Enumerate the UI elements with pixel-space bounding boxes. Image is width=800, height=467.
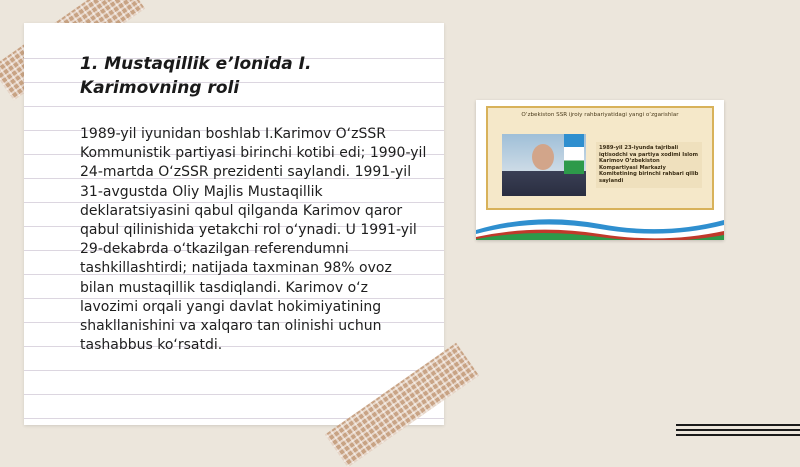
- section-heading: 1. Mustaqillik e’lonida I. Karimovning roli: [80, 54, 312, 98]
- slide-image-title: O‘zbekiston SSR ijroiy rahbariyatidagi yangi o‘zgarishlar: [521, 112, 679, 118]
- flag-icon: [564, 134, 584, 174]
- decorative-wave: [476, 210, 724, 240]
- decorative-stripes: [676, 424, 800, 440]
- portrait-photo: [502, 134, 586, 196]
- slide-image-caption: 1989-yil 23-iyunda tajribali iqtisodchi va partiya xodimi Islom Karimov O‘zbekiston Kompartiyasi Markaziy Komitetining birinchi rahbari qilib saylandi: [596, 142, 702, 188]
- body-paragraph: 1989-yil iyunidan boshlab I.Karimov O‘zSSR Kommunistik partiyasi birinchi kotibi edi; 1990-yil 24-martda O‘zSSR prezidenti saylandi. 1991-yil 31-avgustda Oliy Majlis Mustaqillik deklaratsiyasini qabul qilganda Karimov qaror qabul qilinishida yetakchi rol o‘ynadi. U 1991-yil 29-dekabrda o‘tkazilgan referendumni tashkillashtirdi; natijada taxminan 98% ovoz bilan mustaqillik tasdiqlandi. Karimov o‘z lavozimi orqali yangi davlat hokimiyatining shakllanishini va xalqaro tan olinishi uchun tashabbus ko‘rsatdi.: [80, 126, 427, 354]
- portrait-face: [532, 144, 554, 170]
- slide-image-frame: [486, 106, 714, 210]
- slide-image: [476, 100, 724, 240]
